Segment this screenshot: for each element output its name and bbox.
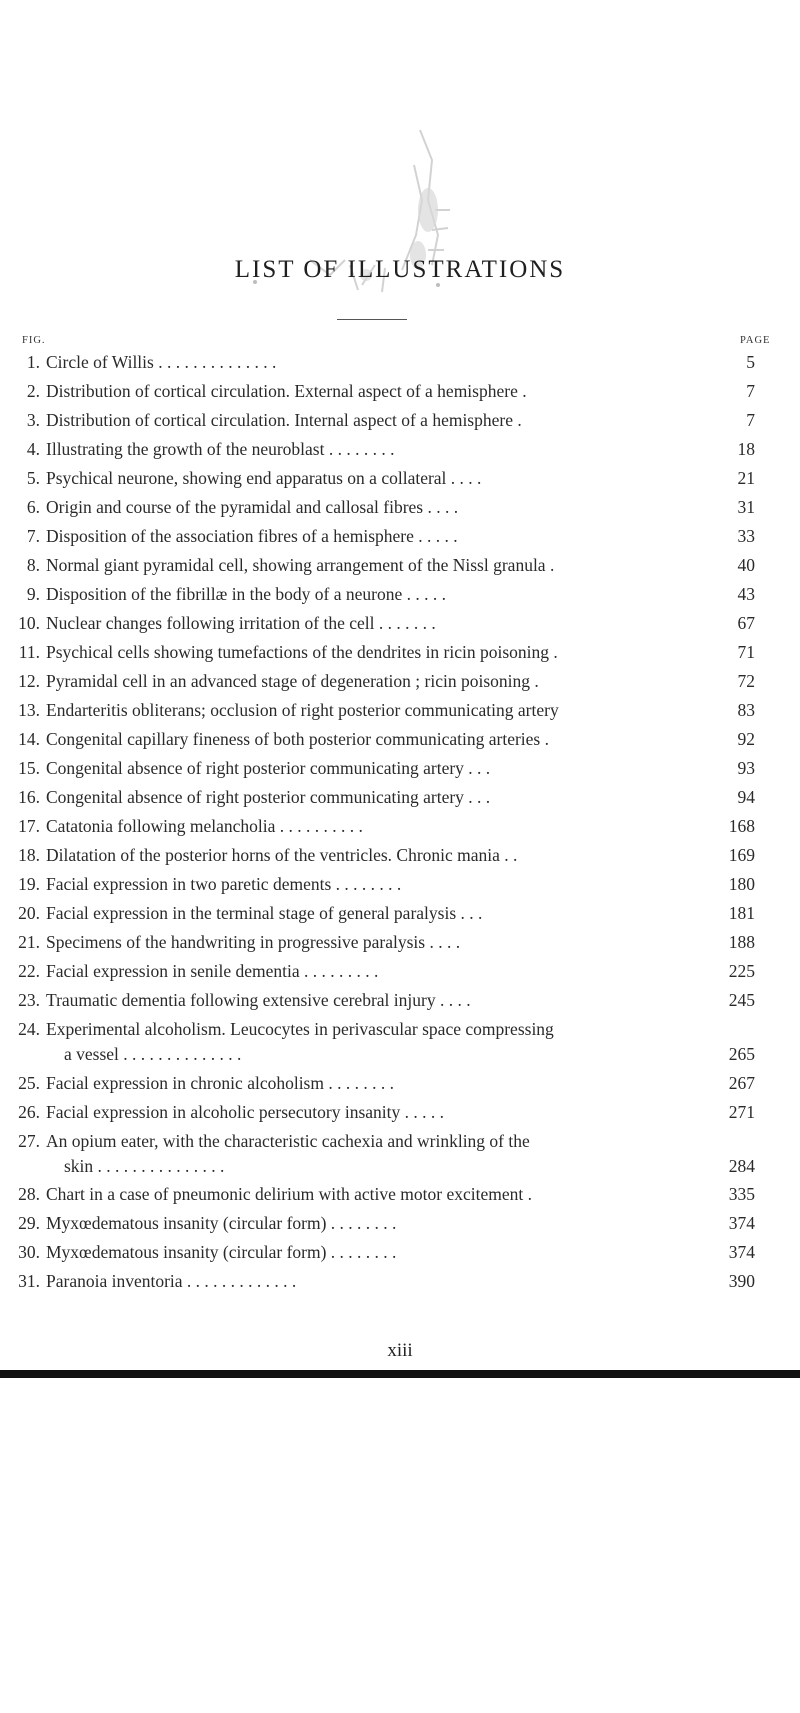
- figure-number: 29.: [18, 1213, 40, 1233]
- page-number: 168: [728, 816, 755, 836]
- page-number: 7: [746, 410, 755, 430]
- figure-caption: Congenital capillary fineness of both posterior communicating arteries .: [46, 729, 549, 749]
- figure-number: 19.: [18, 874, 40, 894]
- page-number: 83: [737, 700, 755, 720]
- figure-number: 15.: [18, 758, 40, 778]
- page-number: 225: [728, 961, 755, 981]
- figure-number: 23.: [18, 990, 40, 1010]
- figure-number: 31.: [18, 1271, 40, 1291]
- figure-caption: Chart in a case of pneumonic delirium with active motor excitement .: [46, 1184, 532, 1204]
- figure-number: 24.: [18, 1019, 40, 1039]
- figure-caption: Paranoia inventoria . . . . . . . . . . . . .: [46, 1271, 297, 1291]
- page-number: 284: [728, 1156, 755, 1176]
- figure-caption: Facial expression in senile dementia . . . . . . . . .: [46, 961, 379, 981]
- figure-caption: Myxœdematous insanity (circular form) . . . . . . . .: [46, 1213, 397, 1233]
- figure-caption: Congenital absence of right posterior communicating artery . . .: [46, 758, 491, 778]
- figure-number: 22.: [18, 961, 40, 981]
- page-number: 94: [737, 787, 755, 807]
- figure-caption: Facial expression in the terminal stage of general paralysis . . .: [46, 903, 483, 923]
- figure-number: 12.: [18, 671, 40, 691]
- page-number: 93: [737, 758, 755, 778]
- figure-caption: Facial expression in alcoholic persecutory insanity . . . . .: [46, 1102, 445, 1122]
- figure-number: 2.: [26, 381, 40, 401]
- figure-number: 4.: [26, 439, 40, 459]
- figure-caption: Distribution of cortical circulation. External aspect of a hemisphere .: [46, 381, 527, 401]
- page-number: 43: [737, 584, 755, 604]
- figure-caption: Traumatic dementia following extensive cerebral injury . . . .: [46, 990, 471, 1010]
- figure-caption: Endarteritis obliterans; occlusion of right posterior communicating artery: [46, 700, 559, 720]
- figure-number: 11.: [18, 642, 40, 662]
- figure-caption: Origin and course of the pyramidal and callosal fibres . . . .: [46, 497, 459, 517]
- figure-caption: Disposition of the association fibres of a hemisphere . . . . .: [46, 526, 458, 546]
- figure-number: 13.: [18, 700, 40, 720]
- figure-number: 8.: [26, 555, 40, 575]
- figure-caption: Experimental alcoholism. Leucocytes in perivascular space compressing: [46, 1019, 554, 1039]
- page-column-heading: PAGE: [740, 335, 771, 346]
- figure-number: 21.: [18, 932, 40, 952]
- figure-caption: a vessel . . . . . . . . . . . . . .: [64, 1044, 242, 1064]
- figure-caption: Myxœdematous insanity (circular form) . . . . . . . .: [46, 1242, 397, 1262]
- page-number: 31: [737, 497, 755, 517]
- figure-caption: Disposition of the fibrillæ in the body of a neurone . . . . .: [46, 584, 447, 604]
- page-number: 180: [728, 874, 755, 894]
- page-number: 33: [737, 526, 755, 546]
- page-number: 92: [737, 729, 755, 749]
- title-rule: [337, 319, 407, 320]
- figure-number: 30.: [18, 1242, 40, 1262]
- page-number: 21: [737, 468, 755, 488]
- page-number: 169: [728, 845, 755, 865]
- figure-number: 16.: [18, 787, 40, 807]
- fig-column-heading: FIG.: [22, 335, 46, 346]
- page-number: 67: [737, 613, 755, 633]
- page-number: 18: [737, 439, 755, 459]
- figure-caption: Psychical cells showing tumefactions of the dendrites in ricin poisoning .: [46, 642, 558, 662]
- page-number: 5: [746, 352, 755, 372]
- page-title: LIST OF ILLUSTRATIONS: [234, 256, 566, 283]
- page-number: 181: [728, 903, 755, 923]
- page-number: 374: [728, 1213, 755, 1233]
- page-number: 245: [728, 990, 755, 1010]
- figure-caption: Illustrating the growth of the neuroblast . . . . . . . .: [46, 439, 395, 459]
- figure-caption: Specimens of the handwriting in progressive paralysis . . . .: [46, 932, 461, 952]
- page-number: 390: [728, 1271, 755, 1291]
- page-number: 265: [728, 1044, 755, 1064]
- figure-caption: An opium eater, with the characteristic cachexia and wrinkling of the: [46, 1131, 530, 1151]
- figure-number: 9.: [26, 584, 40, 604]
- page-number: 267: [728, 1073, 755, 1093]
- figure-caption: Nuclear changes following irritation of the cell . . . . . . .: [46, 613, 436, 633]
- figure-number: 18.: [18, 845, 40, 865]
- page-number: 40: [737, 555, 755, 575]
- figure-number: 6.: [26, 497, 40, 517]
- scan-edge-bar: [0, 1370, 800, 1378]
- page-number: 374: [728, 1242, 755, 1262]
- figure-number: 3.: [26, 410, 40, 430]
- page-folio: xiii: [387, 1340, 413, 1361]
- figure-number: 27.: [18, 1131, 40, 1151]
- figure-caption: Distribution of cortical circulation. Internal aspect of a hemisphere .: [46, 410, 522, 430]
- figure-number: 1.: [26, 352, 40, 372]
- figure-caption: Normal giant pyramidal cell, showing arrangement of the Nissl granula .: [46, 555, 555, 575]
- page-number: 271: [728, 1102, 755, 1122]
- figure-number: 7.: [26, 526, 40, 546]
- figure-number: 5.: [26, 468, 40, 488]
- figure-number: 25.: [18, 1073, 40, 1093]
- figure-number: 10.: [18, 613, 40, 633]
- figure-number: 28.: [18, 1184, 40, 1204]
- figure-number: 26.: [18, 1102, 40, 1122]
- page-number: 188: [728, 932, 755, 952]
- page-number: 71: [737, 642, 755, 662]
- figure-caption: Psychical neurone, showing end apparatus on a collateral . . . .: [46, 468, 482, 488]
- figure-caption: Pyramidal cell in an advanced stage of degeneration ; ricin poisoning .: [46, 671, 539, 691]
- figure-number: 20.: [18, 903, 40, 923]
- figure-number: 14.: [18, 729, 40, 749]
- page-number: 7: [746, 381, 755, 401]
- page-number: 335: [728, 1184, 755, 1204]
- figure-caption: Circle of Willis . . . . . . . . . . . . . .: [46, 352, 277, 372]
- page-number: 72: [737, 671, 755, 691]
- figure-caption: Facial expression in two paretic dements . . . . . . . .: [46, 874, 402, 894]
- figure-caption: Catatonia following melancholia . . . . . . . . . .: [46, 816, 363, 836]
- figure-caption: Congenital absence of right posterior communicating artery . . .: [46, 787, 491, 807]
- figure-number: 17.: [18, 816, 40, 836]
- figure-caption: Dilatation of the posterior horns of the ventricles. Chronic mania . .: [46, 845, 518, 865]
- figure-caption: skin . . . . . . . . . . . . . . .: [64, 1156, 225, 1176]
- figure-caption: Facial expression in chronic alcoholism . . . . . . . .: [46, 1073, 394, 1093]
